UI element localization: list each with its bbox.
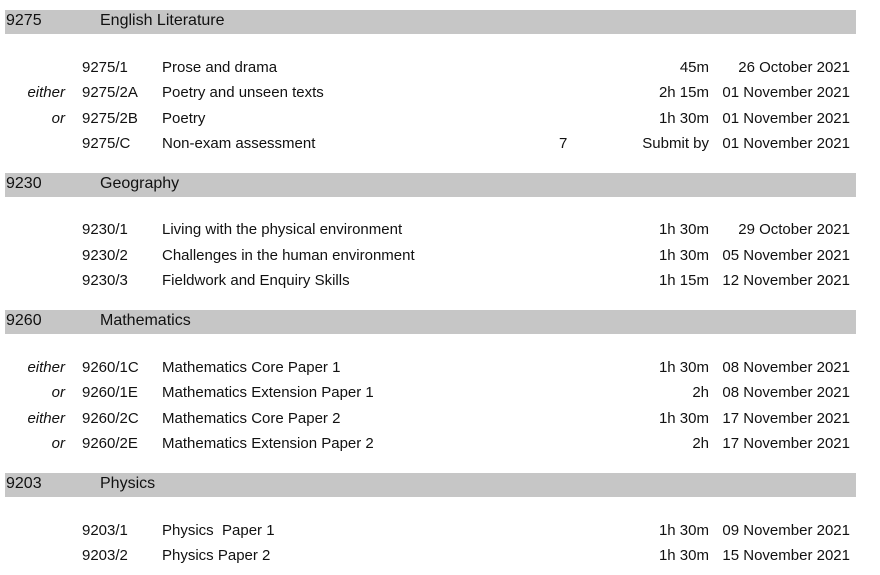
section-header	[5, 173, 856, 197]
paper-date: 29 October 2021	[738, 221, 850, 238]
subject-title: Mathematics	[100, 312, 191, 329]
section-header	[5, 10, 856, 34]
paper-duration: 2h	[692, 435, 709, 452]
paper-date: 17 November 2021	[722, 435, 850, 452]
paper-date: 15 November 2021	[722, 547, 850, 564]
table-row	[0, 522, 880, 542]
paper-duration: 1h 30m	[658, 247, 709, 264]
option-qualifier: either	[27, 410, 65, 427]
paper-code: 9275/1	[82, 59, 128, 76]
paper-code: 9260/1E	[82, 384, 138, 401]
paper-description: Mathematics Extension Paper 1	[162, 384, 374, 401]
paper-date: 26 October 2021	[738, 59, 850, 76]
paper-date: 01 November 2021	[722, 135, 850, 152]
paper-duration: 2h 15m	[658, 84, 709, 101]
paper-description: Mathematics Core Paper 1	[162, 359, 341, 376]
paper-description: Prose and drama	[162, 59, 278, 76]
table-row	[0, 547, 880, 567]
paper-description: Physics Paper 1	[162, 522, 275, 539]
paper-code: 9260/2E	[82, 435, 138, 452]
paper-duration: 1h 30m	[658, 547, 709, 564]
paper-code: 9230/2	[82, 247, 128, 264]
paper-duration: 1h 30m	[658, 110, 709, 127]
paper-description: Non-exam assessment	[162, 135, 316, 152]
option-qualifier: either	[27, 359, 65, 376]
table-row	[0, 410, 880, 430]
paper-description: Challenges in the human environment	[162, 247, 415, 264]
paper-duration: 1h 15m	[658, 272, 709, 289]
table-row	[0, 135, 880, 155]
paper-date: 08 November 2021	[722, 359, 850, 376]
subject-code: 9230	[6, 175, 42, 192]
paper-description: Poetry	[162, 110, 206, 127]
paper-code: 9275/C	[82, 135, 131, 152]
table-row	[0, 272, 880, 292]
paper-date: 01 November 2021	[722, 110, 850, 127]
paper-description: Poetry and unseen texts	[162, 84, 324, 101]
paper-description: Physics Paper 2	[162, 547, 271, 564]
paper-duration: 45m	[679, 59, 709, 76]
paper-code: 9230/3	[82, 272, 128, 289]
paper-code: 9275/2A	[82, 84, 138, 101]
paper-date: 05 November 2021	[722, 247, 850, 264]
option-qualifier: either	[27, 84, 65, 101]
paper-duration: 2h	[692, 384, 709, 401]
paper-code: 9260/2C	[82, 410, 139, 427]
section-header	[5, 473, 856, 497]
paper-code: 9260/1C	[82, 359, 139, 376]
paper-code: 9230/1	[82, 221, 128, 238]
table-row	[0, 247, 880, 267]
subject-code: 9260	[6, 312, 42, 329]
subject-code: 9275	[6, 12, 42, 29]
paper-duration: Submit by	[642, 135, 709, 152]
table-row	[0, 84, 880, 104]
paper-date: 09 November 2021	[722, 522, 850, 539]
paper-date: 08 November 2021	[722, 384, 850, 401]
subject-code: 9203	[6, 475, 42, 492]
option-qualifier: or	[51, 435, 65, 452]
paper-description: Mathematics Core Paper 2	[162, 410, 341, 427]
section-header	[5, 310, 856, 334]
paper-duration: 1h 30m	[658, 221, 709, 238]
table-row	[0, 59, 880, 79]
paper-date: 17 November 2021	[722, 410, 850, 427]
paper-duration: 1h 30m	[658, 410, 709, 427]
paper-description: Mathematics Extension Paper 2	[162, 435, 374, 452]
subject-title: Physics	[100, 475, 156, 492]
table-row	[0, 435, 880, 455]
paper-description: Living with the physical environment	[162, 221, 403, 238]
paper-date: 12 November 2021	[722, 272, 850, 289]
table-row	[0, 110, 880, 130]
paper-code: 9203/1	[82, 522, 128, 539]
option-qualifier: or	[51, 110, 65, 127]
option-qualifier: or	[51, 384, 65, 401]
paper-date: 01 November 2021	[722, 84, 850, 101]
paper-code: 9275/2B	[82, 110, 138, 127]
table-row	[0, 359, 880, 379]
paper-marks: 7	[559, 135, 568, 152]
paper-code: 9203/2	[82, 547, 128, 564]
paper-duration: 1h 30m	[658, 359, 709, 376]
subject-title: Geography	[100, 175, 180, 192]
table-row	[0, 221, 880, 241]
subject-title: English Literature	[100, 12, 225, 29]
table-row	[0, 384, 880, 404]
paper-duration: 1h 30m	[658, 522, 709, 539]
paper-description: Fieldwork and Enquiry Skills	[162, 272, 350, 289]
